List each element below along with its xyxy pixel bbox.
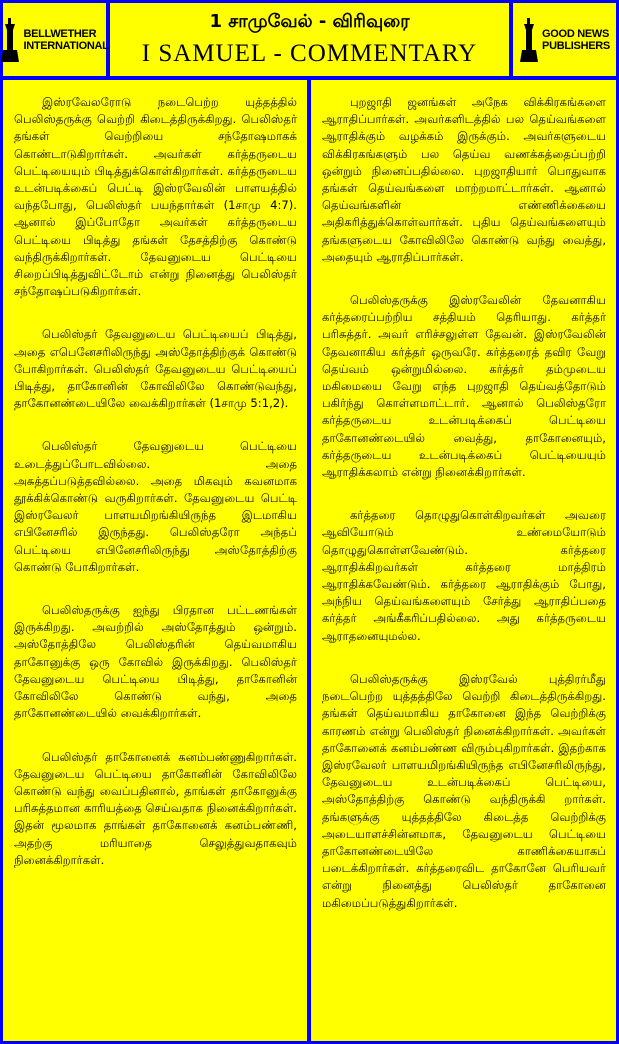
paragraph: பெலிஸ்தர் தேவனுடைய பெட்டியை உடைத்துப்போடவில்லை. அதை அசுத்தப்படுத்தவில்லை. அதை மிகவும் கவனமாக தூக்கிக்கொண்டு வருகிறார்கள். தேவனுடைய பெட்டி இஸ்ரவேலர் பாளயமிறங்கியிருந்த இடமாகிய எபினேசரில் இருந்தது. பெலிஸ்தரோ அந்தப் பெட்டியை எபினேசரிலிருந்து அஸ்தோத்திற்கு கொண்டு போகிறார்கள். — [14, 439, 297, 574]
good-news-logo-line2: PUBLISHERS — [542, 39, 610, 52]
bellwether-logo-line1: BELLWETHER — [23, 27, 97, 40]
good-news-logo-text — [542, 28, 610, 52]
page-title-english: I SAMUEL - COMMENTARY — [141, 40, 478, 67]
bellwether-logo — [3, 3, 109, 76]
paragraph: பெலிஸ்தருக்கு இஸ்ரவேல் புத்திரர்மீது நடைபெற்ற யுத்தத்திலே வெற்றி கிடைத்திருக்கிறது. தங்கள் தெய்வமாகிய தாகோனை இந்த வெற்றிக்கு காரணம் என்று பெலிஸ்தர் நினைக்கிறார்கள். அவர்கள் தாகோனைக் கனம்பண்ண விரும்புகிறார்கள். இதற்காக இஸ்ரவேலர் பாளயமிறங்கியிருந்த எபினேசரிலிருந்து, தேவனுடைய உடன்படிக்கைப் பெட்டியை, அஸ்தோத்திற்கு கொண்டு வந்திருக்கி றார்கள். தங்களுக்கு யுத்தத்திலே கிடைத்த வெற்றிக்கு அடையாளச்சின்னமாக, தேவனுடைய பெட்டியை தாகோனண்டையிலே காணிக்கையாகப் படைக்கிறார்கள். கர்த்தரைவிட தாகோனே பெரியவர் என்று நினைத்து பெலிஸ்தர் தாகோனை மகிமைப்படுத்துகிறார்கள். — [322, 671, 606, 910]
paragraph: இஸ்ரவேலரோடு நடைபெற்ற யுத்தத்தில் பெலிஸ்தருக்கு வெற்றி கிடைத்திருக்கிறது. பெலிஸ்தர் தங்கள் வெற்றியை சந்தோஷமாகக் கொண்டாடுகிறார்கள். அவர்கள் கர்த்தருடைய பெட்டியையும் பிடித்துக்கொள்கிறார்கள். கர்த்தருடைய உடன்படிக்கைப் பெட்டி இஸ்ரவேலின் பாளயத்தில் வந்தபோது, பெலிஸ்தர் பயந்தார்கள் (1சாமு 4:7). ஆனால் இப்போதோ அவர்கள் கர்த்தருடைய பெட்டியை பிடித்து தங்கள் தேசத்திற்கு கொண்டு வந்திருக்கிறார்கள். தேவனுடைய பெட்டியை சிறைப்பிடித்துவிட்டோம் என்று நினைத்து பெலிஸ்தர் சந்தோஷப்படுகிறார்கள். — [14, 95, 297, 299]
commentary-column-left — [3, 80, 307, 1041]
paragraph: பெலிஸ்தருக்கு ஐந்து பிரதான பட்டணங்கள் இருக்கிறது. அவற்றில் அஸ்தோத்தும் ஒன்றும். அஸ்தோத்திலே பெலிஸ்தரின் தெய்வமாகிய தாகோனுக்கு ஒரு கோவில் இருக்கிறது. பெலிஸ்தர் தேவனுடைய பெட்டியை பிடித்து, தாகோனின் கோவிலிலே கொண்டு வந்து, அதை தாகோனண்டையில் வைக்கிறார்கள். — [14, 603, 297, 721]
paragraph: பெலிஸ்தர் தேவனுடைய பெட்டியைப் பிடித்து, அதை எபெனேசரிலிருந்து அஸ்தோத்திற்குக் கொண்டு போகிறார்கள். பெலிஸ்தர் தேவனுடைய பெட்டியைப் பிடித்து, தாகோனின் கோவிலிலே கொண்டுவந்து, தாகோனண்டையிலே வைக்கிறார்கள் (1சாமு 5:1,2). — [14, 327, 297, 411]
tower-silhouette-icon — [0, 18, 20, 62]
good-news-logo — [513, 3, 616, 76]
paragraph: பெலிஸ்தர் தாகோனைக் கனம்பண்ணுகிறார்கள். தேவனுடைய பெட்டியை தாகோனின் கோவிலிலே கொண்டு வந்து வைப்பதினால், தாங்கள் தாகோனுக்கு பரிசுத்தமான காரியத்தை செய்வதாக நினைக்கிறார்கள். இதன் மூலமாக தாங்கள் தாகோனைக் கனம்பண்ணி, அதற்கு மரியாதை செலுத்துவதாகவும் நினைக்கிறார்கள். — [14, 749, 297, 867]
bellwether-logo-text — [23, 28, 108, 52]
title-panel — [110, 3, 509, 76]
paragraph: கர்த்தரை தொழுதுகொள்கிறவர்கள் அவரை ஆவியோடும் உண்மையோடும் தொழுதுகொள்ளவேண்டும். கர்த்தரை ஆராதிக்கிறவர்கள் கர்த்தரை மாத்திரம் ஆராதிக்கவேண்டும். கர்த்தரை ஆராதிக்கும் போது, அந்நிய தெய்வங்களையும் சேர்த்து ஆராதிப்பதை கர்த்தர் அங்கீகரிப்பதில்லை. அது கர்த்தருடைய ஆராதனையுமல்ல. — [322, 508, 606, 643]
bellwether-logo-panel — [3, 3, 109, 76]
good-news-logo-panel — [513, 3, 616, 76]
good-news-logo-line1: GOOD NEWS — [542, 27, 610, 40]
paragraph: புறஜாதி ஜனங்கள் அநேக விக்கிரகங்களை ஆராதிப்பார்கள். அவர்களிடத்தில் பல தெய்வங்களை ஆராதிக்கும் வழக்கம் இருக்கும். அவர்களுடைய விக்கிரகங்களும் பல தெய்வ வணக்கத்தைப்பற்றி ஒன்றும் நினைப்பதில்லை. புறஜாதியார் பொதுவாக தங்கள் தெய்வங்களை மாற்றமாட்டார்கள். ஆனால் தெய்வங்களின் எண்ணிக்கையை அதிகரித்துக்கொள்வார்கள். புதிய தெய்வங்களையும் தங்களுடைய கோவிலிலே கொண்டு வந்து வைத்து, அதையும் ஆராதிப்பார்கள். — [322, 95, 606, 264]
bellwether-logo-line2: INTERNATIONAL — [23, 39, 109, 52]
commentary-column-right — [311, 80, 616, 1041]
tower-silhouette-icon — [519, 18, 539, 62]
page-title-tamil: 1 சாமுவேல் - விரிவுரை — [209, 11, 410, 32]
paragraph: பெலிஸ்தருக்கு இஸ்ரவேலின் தேவனாகிய கர்த்தரைப்பற்றிய சத்தியம் தெரியாது. கர்த்தர் பரிசுத்தர். அவர் எரிச்சலுள்ள தேவன். இஸ்ரவேலின் தேவனாகிய கர்த்தர் ஒருவரே. கர்த்தரைத் தவிர வேறு தெய்வம் ஒன்றுமில்லை. கர்த்தர் தம்முடைய மகிமையை வேறு எந்த புறஜாதி தெய்வத்தோடும் பகிர்ந்து கொள்ளமாட்டார். ஆனால் பெலிஸ்தரோ கர்த்தருடைய உடன்படிக்கைப் பெட்டியை தாகோனண்டையில் வைத்து, தாகோனையும், கர்த்தருடைய உடன்படிக்கைப் பெட்டியையும் ஆராதிக்கலாம் என்று நினைக்கிறார்கள். — [322, 293, 606, 480]
